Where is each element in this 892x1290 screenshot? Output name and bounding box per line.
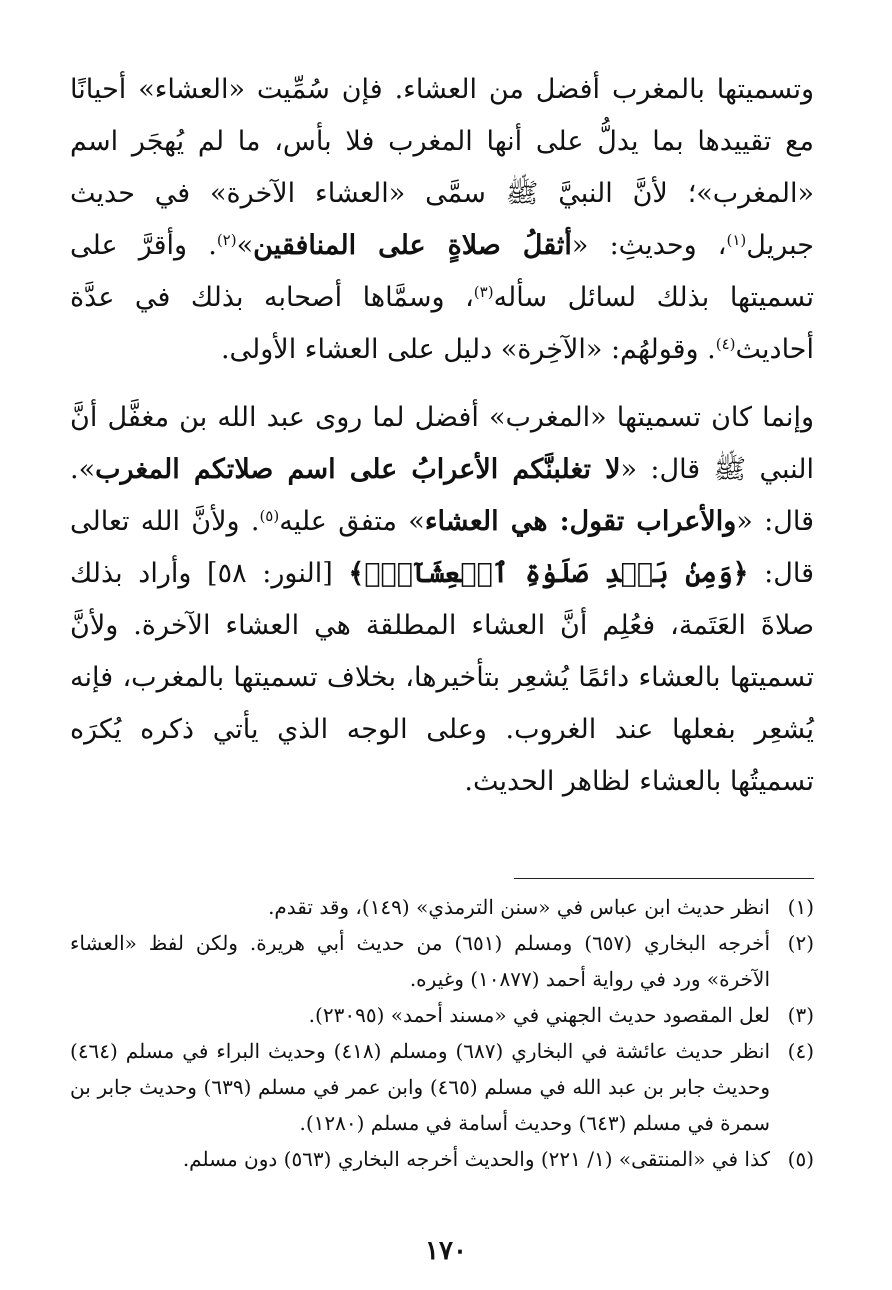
footnote-reference: (٣) (473, 283, 494, 301)
text-segment: . وأقرَّ على تسميتها بذلك لسائل سأله (70, 230, 814, 313)
bold-text: ﴿وَمِنۢ بَعۡدِ صَلَوٰةِ ٱلۡعِشَآءِۚ﴾ (348, 558, 749, 589)
footnote (70, 1033, 814, 1141)
footnote-number: (٤) (787, 1039, 814, 1063)
footnote-text: لعل المقصود حديث الجهني في «مسند أحمد» (٢٣٠٩٥). (308, 1003, 770, 1027)
page-body (70, 64, 814, 1250)
text-segment: ، وحديثِ: « (571, 230, 727, 261)
footnote-separator (514, 878, 814, 879)
bold-text: لا تغلبنَّكم الأعرابُ على اسم صلاتكم المغرب (95, 454, 621, 485)
text-segment: وتسميتها بالمغرب أفضل من العشاء. فإن سُمِّيت «العشاء» أحيانًا مع تقييدها بما يدلُّ على أنها المغرب فلا بأس، ما لم يُهجَر اسم «المغرب»؛ لأنَّ النبيَّ ﷺ سمَّى «العشاء الآخرة» في حديث جبريل (70, 74, 814, 261)
paragraph (70, 392, 814, 808)
footnote-text: أخرجه البخاري (٦٥٧) ومسلم (٦٥١) من حديث أبي هريرة. ولكن لفظ «العشاء الآخرة» ورد في رواية أحمد (١٠٨٧٧) وغيره. (70, 931, 770, 991)
footnote-text: انظر حديث عائشة في البخاري (٦٨٧) ومسلم (٤١٨) وحديث البراء في مسلم (٤٦٤) وحديث جابر بن عبد الله في مسلم (٤٦٥) وابن عمر في مسلم (٦٣٩) وحديث جابر بن سمرة في مسلم (٦٤٣) وحديث أسامة في مسلم (١٢٨٠). (70, 1039, 771, 1135)
footnote-text: انظر حديث ابن عباس في «سنن الترمذي» (١٤٩)، وقد تقدم. (268, 895, 770, 919)
text-segment: » (236, 230, 254, 261)
text-segment: [النور: ٥٨] وأراد بذلك صلاةَ العَتَمة، فعُلِم أنَّ العشاء المطلقة هي العشاء الآخرة. ولأنَّ تسميتها بالعشاء دائمًا يُشعِر بتأخيرها، بخلاف تسميتها بالمغرب، فإنه يُشعِر بفعلها عند الغروب. وعلى الوجه الذي يأتي ذكره يُكرَه تسميتُها بالعشاء لظاهر الحديث. (70, 558, 814, 797)
footnote-number: (٣) (787, 1003, 814, 1027)
footnote-number: (١) (787, 895, 814, 919)
footnote-reference: (٢) (216, 231, 237, 249)
text-segment: . ولأنَّ الله تعالى قال: (70, 506, 814, 589)
main-text (70, 64, 814, 808)
footnote (70, 997, 814, 1033)
footnote-text: كذا في «المنتقى» (١/ ٢٢١) والحديث أخرجه البخاري (٥٦٣) دون مسلم. (182, 1147, 770, 1171)
page-number: ١٧٠ (425, 1236, 467, 1266)
footnote-reference: (٤) (715, 335, 736, 353)
footnotes (70, 889, 814, 1177)
footnote-reference: (١) (726, 231, 747, 249)
footnote-number: (٢) (787, 931, 814, 955)
footnote-reference: (٥) (259, 507, 280, 525)
text-segment: ، وسمَّاها أصحابه بذلك في عدَّة أحاديث (70, 282, 814, 365)
paragraph (70, 64, 814, 376)
footnote (70, 889, 814, 925)
footnote-number: (٥) (787, 1147, 814, 1171)
text-segment: ». قال: « (70, 454, 814, 537)
text-segment: . وقولهُم: «الآخِرة» دليل على العشاء الأولى. (220, 334, 716, 365)
bold-text: أثقلُ صلاةٍ على المنافقين (253, 230, 572, 261)
bold-text: والأعراب تقول: هي العشاء (424, 506, 737, 537)
text-segment: » متفق عليه (279, 506, 425, 537)
footnote (70, 1141, 814, 1177)
text-segment: وإنما كان تسميتها «المغرب» أفضل لما روى عبد الله بن مغفَّل أنَّ النبي ﷺ قال: « (70, 402, 814, 485)
footnote (70, 925, 814, 997)
